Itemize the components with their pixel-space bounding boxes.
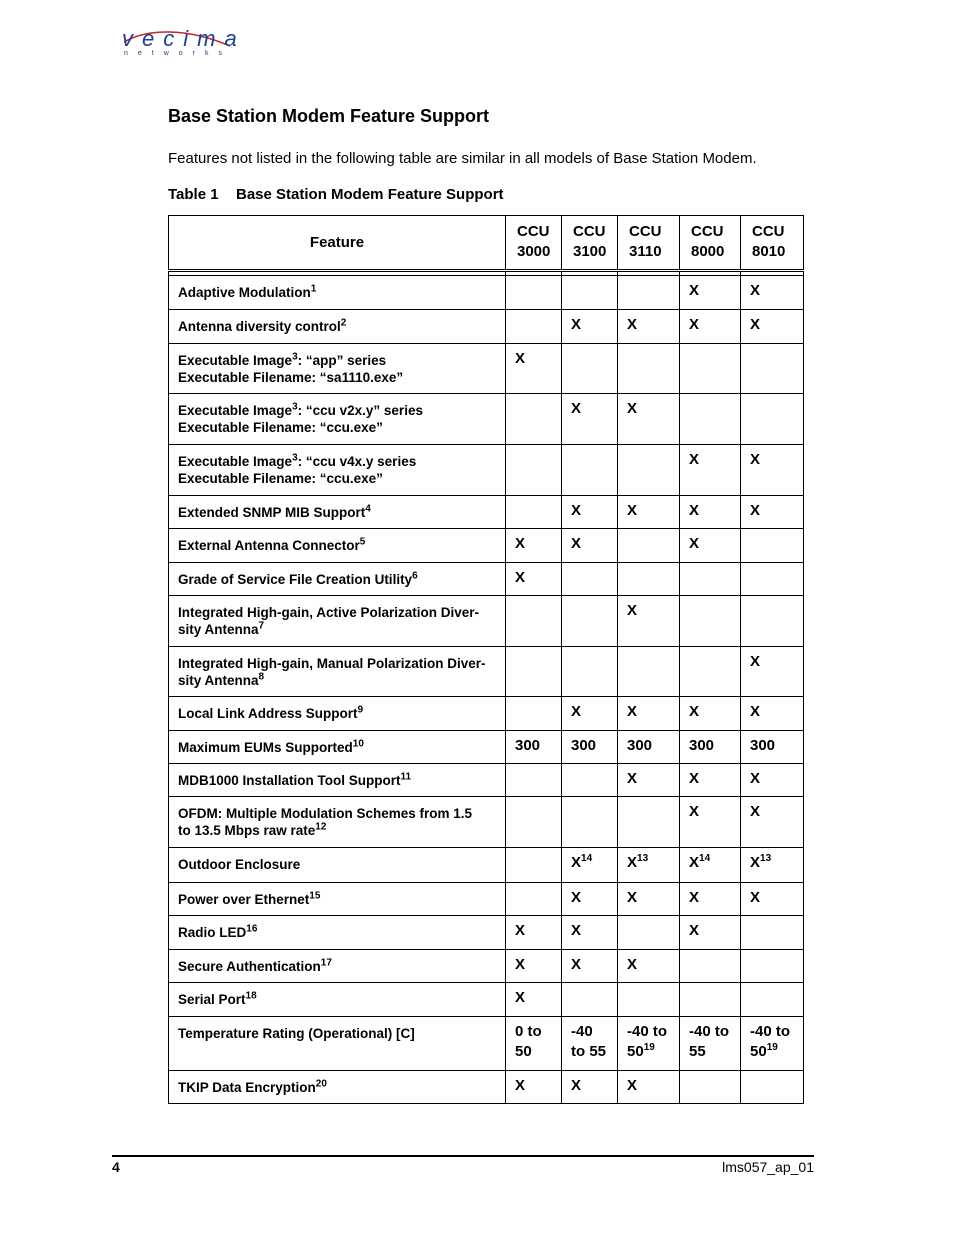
support-cell: X	[562, 1071, 618, 1104]
section-title: Base Station Modem Feature Support	[168, 106, 490, 126]
support-cell: X	[680, 916, 741, 950]
support-cell: X	[562, 697, 618, 731]
support-cell	[506, 848, 562, 883]
support-cell: X	[680, 883, 741, 916]
table-row	[169, 276, 804, 310]
table-row	[169, 883, 804, 916]
support-cell	[506, 797, 562, 848]
feature-name-cell: Executable Image$^3$: “ccu v4x.y series Executable Filename: “ccu.exe”	[169, 445, 506, 496]
logo-wordmark: vecima	[122, 26, 246, 51]
support-cell	[618, 916, 680, 950]
support-cell: X	[741, 276, 804, 310]
support-cell: X	[741, 647, 804, 697]
support-cell	[680, 983, 741, 1017]
column-header-ccu-3000: CCU 3000	[506, 216, 562, 271]
support-cell	[562, 596, 618, 647]
support-cell: X	[618, 697, 680, 731]
support-cell	[741, 950, 804, 983]
support-cell: $X^{13}$	[741, 848, 804, 883]
table-row	[169, 848, 804, 883]
table-row	[169, 1071, 804, 1104]
support-cell	[506, 764, 562, 797]
table-row	[169, 647, 804, 697]
support-cell	[506, 496, 562, 529]
support-cell: X	[618, 496, 680, 529]
support-cell	[680, 563, 741, 596]
support-cell: X	[618, 596, 680, 647]
table-row	[169, 916, 804, 950]
support-cell: X	[562, 950, 618, 983]
support-cell: X	[680, 764, 741, 797]
support-cell	[618, 276, 680, 310]
support-cell	[741, 983, 804, 1017]
support-cell: X	[741, 310, 804, 344]
support-cell: X	[680, 697, 741, 731]
support-cell	[506, 394, 562, 445]
support-cell	[741, 529, 804, 563]
support-cell: X	[741, 445, 804, 496]
feature-column-header: Feature	[169, 216, 506, 271]
support-cell: X	[506, 916, 562, 950]
feature-name-cell: Executable Image$^3$: “app” series Executable Filename: “sa1110.exe”	[169, 344, 506, 394]
support-cell: X	[562, 310, 618, 344]
support-cell	[562, 563, 618, 596]
table-row	[169, 496, 804, 529]
support-cell	[506, 596, 562, 647]
support-cell: X	[506, 950, 562, 983]
support-cell: X	[618, 950, 680, 983]
support-cell: X	[506, 1071, 562, 1104]
support-cell	[741, 394, 804, 445]
support-cell: $X^{13}$	[618, 848, 680, 883]
support-cell	[562, 647, 618, 697]
table-row	[169, 310, 804, 344]
table-row	[169, 764, 804, 797]
page-number: 4	[112, 1159, 120, 1175]
support-cell	[618, 344, 680, 394]
support-cell	[680, 596, 741, 647]
feature-name-cell: Adaptive Modulation$^1$	[169, 276, 506, 310]
support-cell: -40 to $50^{19}$	[618, 1017, 680, 1071]
support-cell	[618, 647, 680, 697]
support-cell: X	[506, 563, 562, 596]
feature-name-cell: Executable Image$^3$: “ccu v2x.y” series Executable Filename: “ccu.exe”	[169, 394, 506, 445]
column-header-ccu-3100: CCU 3100	[562, 216, 618, 271]
intro-paragraph: Features not listed in the following table are similar in all models of Base Station Modem.	[168, 150, 757, 167]
column-header-ccu-8000: CCU 8000	[680, 216, 741, 271]
feature-name-cell: MDB1000 Installation Tool Support$^{11}$	[169, 764, 506, 797]
support-cell	[680, 1071, 741, 1104]
support-cell: X	[741, 883, 804, 916]
support-cell: X	[506, 529, 562, 563]
company-logo	[118, 26, 246, 62]
feature-support-table	[168, 215, 804, 1104]
table-row	[169, 529, 804, 563]
table-row	[169, 445, 804, 496]
support-cell: 300	[618, 731, 680, 764]
support-cell: X	[562, 883, 618, 916]
table-row	[169, 950, 804, 983]
support-cell	[562, 445, 618, 496]
support-cell: 300	[506, 731, 562, 764]
support-cell	[618, 529, 680, 563]
support-cell: $X^{14}$	[562, 848, 618, 883]
table-row	[169, 394, 804, 445]
support-cell	[562, 764, 618, 797]
feature-name-cell: Integrated High-gain, Manual Polarization Diver- sity Antenna$^8$	[169, 647, 506, 697]
table-row	[169, 983, 804, 1017]
feature-name-cell: Serial Port$^{18}$	[169, 983, 506, 1017]
support-cell: X	[562, 916, 618, 950]
support-cell	[506, 276, 562, 310]
feature-name-cell: Power over Ethernet$^{15}$	[169, 883, 506, 916]
support-cell: X	[562, 496, 618, 529]
table-caption	[168, 186, 504, 203]
feature-name-cell: Integrated High-gain, Active Polarization Diver- sity Antenna$^7$	[169, 596, 506, 647]
feature-name-cell: Secure Authentication$^{17}$	[169, 950, 506, 983]
table-caption-title: Base Station Modem Feature Support	[236, 186, 504, 203]
feature-name-cell: Local Link Address Support$^9$	[169, 697, 506, 731]
support-cell: 300	[562, 731, 618, 764]
column-header-ccu-8010: CCU 8010	[741, 216, 804, 271]
support-cell: -40 to $50^{19}$	[741, 1017, 804, 1071]
support-cell	[506, 445, 562, 496]
support-cell	[680, 394, 741, 445]
feature-name-cell: Radio LED$^{16}$	[169, 916, 506, 950]
table-caption-number: Table 1	[168, 186, 219, 203]
support-cell: X	[741, 697, 804, 731]
table-row	[169, 731, 804, 764]
support-cell	[680, 647, 741, 697]
support-cell: -40 to 55	[562, 1017, 618, 1071]
column-header-ccu-3110: CCU 3110	[618, 216, 680, 271]
support-cell: X	[680, 310, 741, 344]
support-cell	[562, 276, 618, 310]
support-cell: X	[618, 394, 680, 445]
support-cell: 300	[741, 731, 804, 764]
support-cell	[618, 445, 680, 496]
support-cell: X	[680, 529, 741, 563]
support-cell: $X^{14}$	[680, 848, 741, 883]
support-cell: X	[618, 764, 680, 797]
support-cell: X	[680, 276, 741, 310]
support-cell	[506, 883, 562, 916]
support-cell: X	[562, 529, 618, 563]
support-cell	[618, 797, 680, 848]
feature-name-cell: Antenna diversity control$^2$	[169, 310, 506, 344]
support-cell	[741, 596, 804, 647]
logo-subtext: networks	[124, 50, 233, 57]
table-row	[169, 563, 804, 596]
support-cell: X	[618, 883, 680, 916]
support-cell: X	[562, 394, 618, 445]
support-cell: X	[618, 1071, 680, 1104]
support-cell: X	[680, 445, 741, 496]
support-cell	[618, 983, 680, 1017]
support-cell: X	[680, 797, 741, 848]
support-cell	[506, 310, 562, 344]
feature-name-cell: Maximum EUMs Supported$^{10}$	[169, 731, 506, 764]
feature-name-cell: External Antenna Connector$^5$	[169, 529, 506, 563]
support-cell	[741, 344, 804, 394]
support-cell: X	[618, 310, 680, 344]
support-cell	[680, 950, 741, 983]
support-cell	[741, 563, 804, 596]
table-row	[169, 344, 804, 394]
support-cell	[618, 563, 680, 596]
support-cell	[562, 344, 618, 394]
support-cell: X	[741, 496, 804, 529]
table-row	[169, 1017, 804, 1071]
support-cell: 300	[680, 731, 741, 764]
feature-name-cell: Extended SNMP MIB Support$^4$	[169, 496, 506, 529]
table-header-row	[169, 216, 804, 271]
feature-name-cell: OFDM: Multiple Modulation Schemes from 1.5 to 13.5 Mbps raw rate$^{12}$	[169, 797, 506, 848]
table-row	[169, 797, 804, 848]
support-cell: X	[506, 983, 562, 1017]
support-cell	[562, 983, 618, 1017]
table-row	[169, 697, 804, 731]
support-cell: 0 to 50	[506, 1017, 562, 1071]
support-cell: X	[680, 496, 741, 529]
feature-name-cell: Outdoor Enclosure	[169, 848, 506, 883]
table-row	[169, 596, 804, 647]
support-cell: X	[741, 797, 804, 848]
document-id: lms057_ap_01	[722, 1159, 814, 1175]
support-cell	[506, 697, 562, 731]
support-cell	[741, 1071, 804, 1104]
support-cell	[562, 797, 618, 848]
feature-name-cell: Temperature Rating (Operational) [C]	[169, 1017, 506, 1071]
footer-rule	[112, 1155, 814, 1157]
support-cell	[680, 344, 741, 394]
support-cell	[741, 916, 804, 950]
support-cell: -40 to 55	[680, 1017, 741, 1071]
feature-name-cell: Grade of Service File Creation Utility$^6$	[169, 563, 506, 596]
support-cell: X	[506, 344, 562, 394]
feature-name-cell: TKIP Data Encryption$^{20}$	[169, 1071, 506, 1104]
support-cell: X	[741, 764, 804, 797]
support-cell	[506, 647, 562, 697]
